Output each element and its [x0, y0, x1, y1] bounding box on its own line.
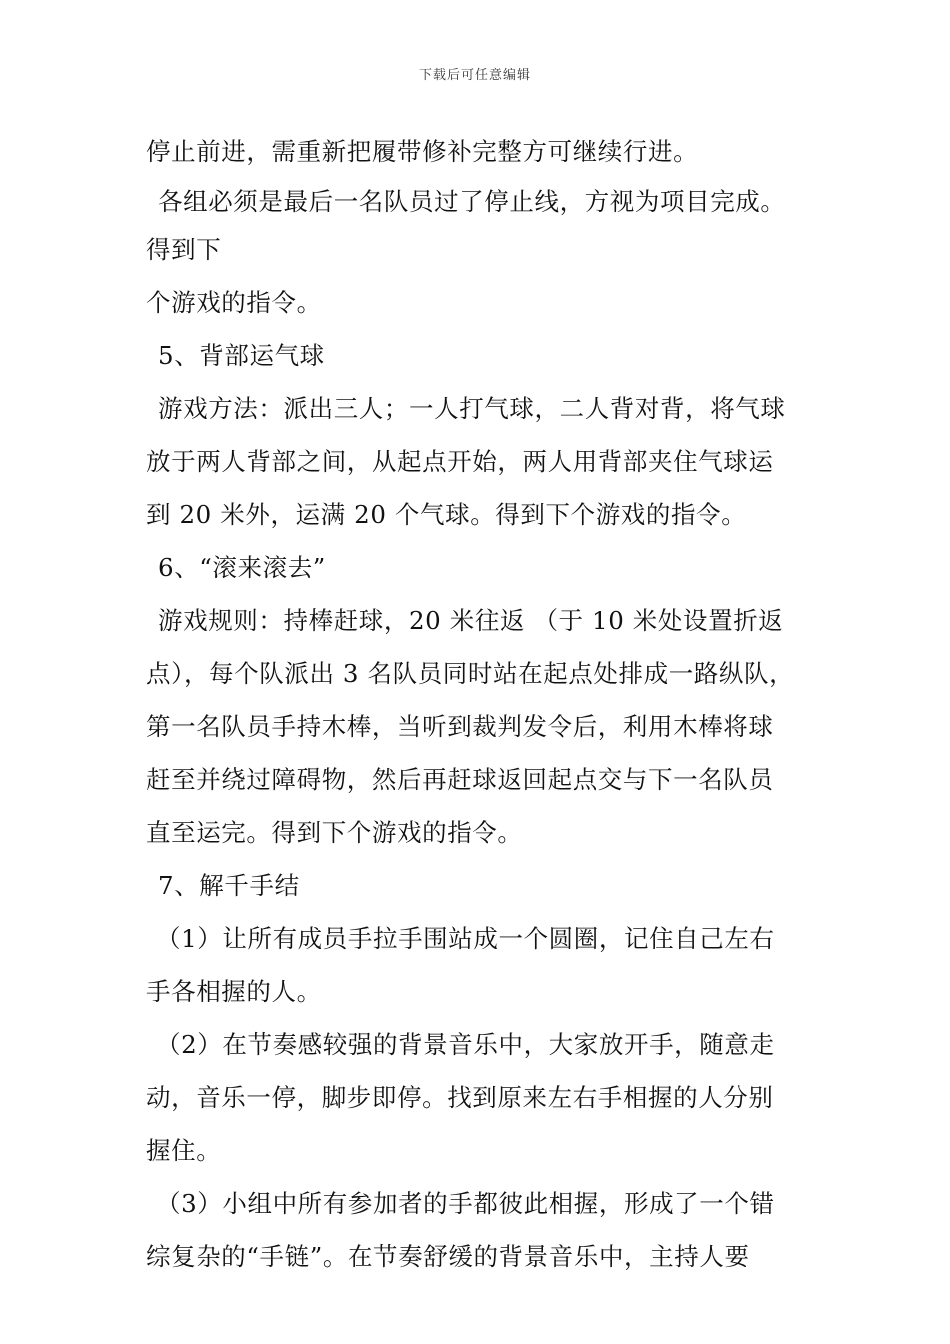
section-heading: 7、解千手结 [158, 871, 300, 900]
section-heading: 6、“滚来滚去” [158, 553, 326, 582]
text-line: 得到下 [146, 235, 222, 264]
text-line: 手各相握的人。 [146, 977, 322, 1006]
text-line: 赶至并绕过障碍物，然后再赶球返回起点交与下一名队员 [146, 765, 774, 794]
text-line: 各组必须是最后一名队员过了停止线，方视为项目完成。 [158, 187, 786, 216]
text-line: 直至运完。得到下个游戏的指令。 [146, 818, 523, 847]
text-line: 综复杂的“手链”。在节奏舒缓的背景音乐中，主持人要 [146, 1242, 750, 1271]
text-line: （2）在节奏感较强的背景音乐中，大家放开手，随意走 [156, 1030, 775, 1059]
text-line: 动，音乐一停，脚步即停。找到原来左右手相握的人分别 [146, 1083, 774, 1112]
text-line: 游戏规则：持棒赶球，20 米往返 （于 10 米处设置折返 [158, 606, 784, 635]
text-line: 停止前进，需重新把履带修补完整方可继续行进。 [146, 137, 699, 166]
text-line: 到 20 米外，运满 20 个气球。得到下个游戏的指令。 [146, 500, 747, 529]
page-header: 下载后可任意编辑 [418, 68, 531, 83]
section-heading: 5、背部运气球 [158, 341, 325, 370]
text-line: 点），每个队派出 3 名队员同时站在起点处排成一路纵队， [146, 659, 795, 688]
text-line: 握住。 [146, 1136, 222, 1165]
text-line: 放于两人背部之间，从起点开始，两人用背部夹住气球运 [146, 447, 774, 476]
text-line: （3）小组中所有参加者的手都彼此相握，形成了一个错 [156, 1189, 775, 1218]
text-line: （1）让所有成员手拉手围站成一个圆圈，记住自己左右 [156, 924, 775, 953]
text-line: 第一名队员手持木棒，当听到裁判发令后，利用木棒将球 [146, 712, 774, 741]
text-line: 游戏方法：派出三人；一人打气球，二人背对背，将气球 [158, 394, 786, 423]
document-body [146, 128, 814, 1281]
text-line: 个游戏的指令。 [146, 288, 322, 317]
